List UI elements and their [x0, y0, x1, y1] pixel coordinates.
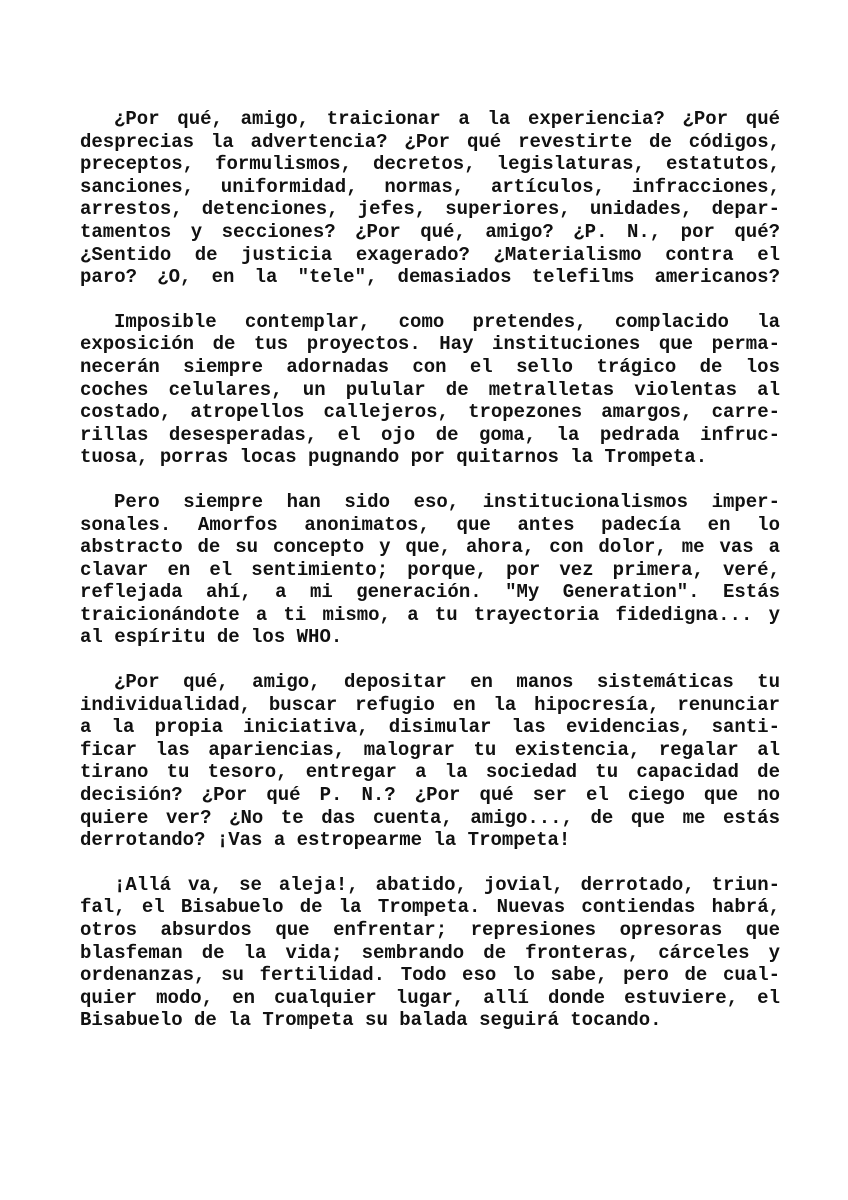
text-line: paro? ¿O, en la "tele", demasiados telefilms americanos?: [80, 266, 780, 289]
paragraph-1: [80, 108, 780, 289]
text-line: clavar en el sentimiento; porque, por vez primera, veré,: [80, 558, 780, 581]
text-line: sanciones, uniformidad, normas, artículos, infracciones,: [80, 175, 780, 198]
text-line: abstracto de su concepto y que, ahora, con dolor, me vas a: [80, 536, 780, 559]
text-line: fal, el Bisabuelo de la Trompeta. Nuevas contiendas habrá,: [80, 896, 780, 919]
text-line: exposición de tus proyectos. Hay instituciones que perma-: [80, 333, 780, 356]
text-line: rillas desesperadas, el ojo de goma, la pedrada infruc-: [80, 423, 780, 446]
text-line: tamentos y secciones? ¿Por qué, amigo? ¿P. N., por qué?: [80, 220, 780, 243]
text-line: coches celulares, un pulular de metralletas violentas al: [80, 378, 780, 401]
document-page: [80, 108, 780, 1054]
text-line: reflejada ahí, a mi generación. "My Generation". Estás: [80, 581, 780, 604]
paragraph-3: [80, 491, 780, 649]
text-line: desprecias la advertencia? ¿Por qué revestirte de códigos,: [80, 130, 780, 153]
paragraph-2: [80, 311, 780, 469]
text-line: otros absurdos que enfrentar; represiones opresoras que: [80, 919, 780, 941]
text-line: individualidad, buscar refugio en la hipocresía, renunciar: [80, 693, 780, 716]
text-line: sonales. Amorfos anonimatos, que antes padecía en lo: [80, 513, 780, 536]
text-line: arrestos, detenciones, jefes, superiores, unidades, depar-: [80, 198, 780, 221]
text-line: Imposible contemplar, como pretendes, complacido la: [114, 310, 780, 333]
text-line: ¿Sentido de justicia exagerado? ¿Materialismo contra el: [80, 243, 780, 266]
text-line: costado, atropellos callejeros, tropezones amargos, carre-: [80, 401, 780, 424]
text-line: ficar las apariencias, malograr tu existencia, regalar al: [80, 738, 780, 761]
paragraph-5: [80, 874, 780, 1032]
paragraph-4: [80, 671, 780, 852]
text-line: al espíritu de los WHO.: [80, 626, 343, 649]
text-line: ¿Por qué, amigo, traicionar a la experiencia? ¿Por qué: [114, 108, 780, 130]
text-line: preceptos, formulismos, decretos, legislaturas, estatutos,: [80, 153, 780, 176]
text-line: decisión? ¿Por qué P. N.? ¿Por qué ser el ciego que no: [80, 784, 780, 807]
text-line: blasfeman de la vida; sembrando de fronteras, cárceles y: [80, 941, 780, 964]
text-line: ¿Por qué, amigo, depositar en manos sistemáticas tu: [114, 671, 780, 694]
text-line: ordenanzas, su fertilidad. Todo eso lo sabe, pero de cual-: [80, 964, 780, 987]
text-line: a la propia iniciativa, disimular las evidencias, santi-: [80, 716, 780, 739]
text-line: Bisabuelo de la Trompeta su balada seguirá tocando.: [80, 1009, 662, 1032]
text-line: tirano tu tesoro, entregar a la sociedad tu capacidad de: [80, 761, 780, 784]
text-line: necerán siempre adornadas con el sello trágico de los: [80, 355, 780, 378]
text-line: ¡Allá va, se aleja!, abatido, jovial, derrotado, triun-: [114, 873, 780, 896]
text-line: derrotando? ¡Vas a estropearme la Trompeta!: [80, 829, 571, 852]
text-line: Pero siempre han sido eso, institucionalismos imper-: [114, 490, 780, 513]
text-line: quiere ver? ¿No te das cuenta, amigo..., de que me estás: [80, 806, 780, 829]
text-line: traicionándote a ti mismo, a tu trayectoria fidedigna... y: [80, 603, 780, 626]
text-line: tuosa, porras locas pugnando por quitarnos la Trompeta.: [80, 446, 708, 469]
text-line: quier modo, en cualquier lugar, allí donde estuviere, el: [80, 986, 780, 1009]
